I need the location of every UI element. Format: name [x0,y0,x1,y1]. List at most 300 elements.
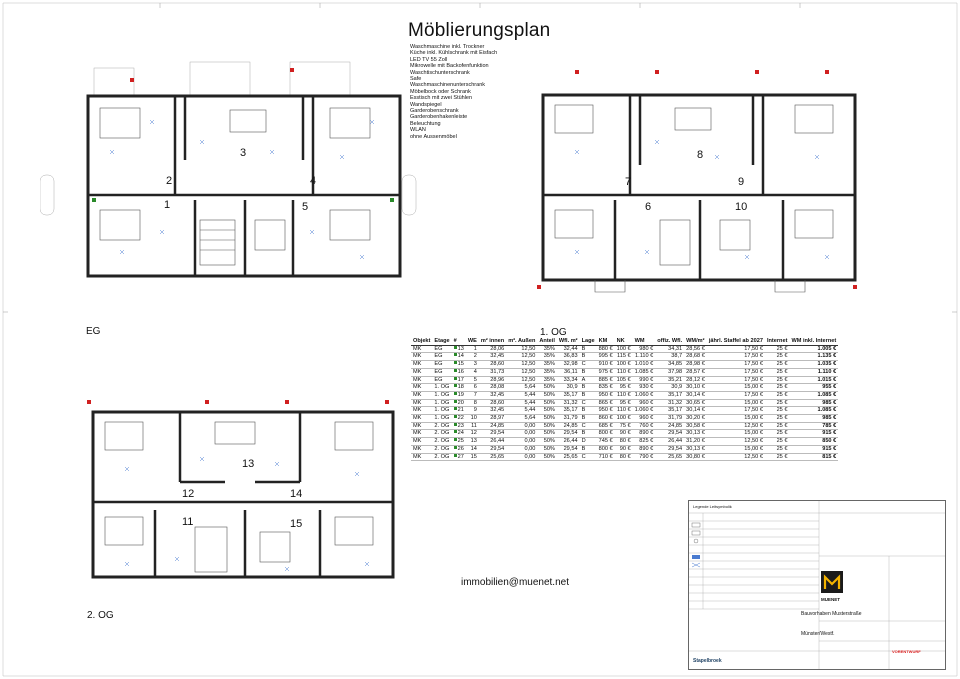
table-cell: 800 € [598,445,613,452]
column-header: Lage [581,338,595,344]
table-cell: 31,79 [557,415,580,423]
table-cell: 29,54 [479,430,506,438]
flag-icon [454,346,457,349]
table-cell: MK [411,353,432,361]
table-cell: 17,50 € [707,391,765,399]
table-row [411,384,838,392]
table-cell: 32,98 [557,361,580,369]
unit-label-4: 4 [310,175,317,187]
status-stamp: VORENTWURF [892,649,921,654]
floorplan-eg [40,60,420,290]
column-header: offiz. Wfl. [657,338,683,344]
table-cell: 30,13 € [686,430,705,437]
table-cell: C [580,453,597,461]
table-cell: 815 € [789,453,838,461]
table-cell: 13 [452,345,466,353]
table-cell: 17 [452,376,466,384]
equipment-item: WLAN [410,127,426,134]
table-row [411,353,838,361]
table-cell: 1. OG [432,415,451,423]
table-cell: B [580,445,597,453]
table-cell: 30,9 [557,384,580,392]
table-cell: 975 € [598,368,613,375]
table-cell: 30,58 € [686,422,705,429]
table-cell: MK [411,376,432,384]
table-cell: 32,45 [479,407,506,415]
legend-title: Legende Leitsymbolik [693,504,732,509]
table-cell: 5,64 [506,384,537,392]
table-cell: 25 € [765,368,790,376]
table-cell: 31,73 [479,368,506,376]
unit-label-1: 1 [164,199,171,211]
table-cell: 24,85 [655,422,684,430]
equipment-item: ohne Aussenmöbel [410,133,457,140]
table-cell: 50% [537,391,557,399]
table-cell: 1. OG [432,399,451,407]
table-cell: MK [411,399,432,407]
table-cell: EG [432,345,451,353]
table-cell: 825 € [633,438,656,446]
table-cell: 995 € [598,353,613,360]
table-cell: 12,50 [506,361,537,369]
table-cell: 835 € [598,384,613,391]
column-header: Etage [434,338,450,344]
table-cell: 50% [537,453,557,461]
equipment-item: Mikrowelle mit Backofenfunktion [410,63,489,70]
table-cell: 25 € [765,391,790,399]
table-cell: B [580,415,597,423]
table-cell: 28,68 € [686,353,705,360]
contact-email[interactable]: immobilien@muenet.net [461,577,569,588]
table-cell: 1. OG [432,384,451,392]
table-cell: 915 € [789,430,838,438]
table-cell: 25 € [765,407,790,415]
table-cell: 12 [466,430,479,438]
table-cell: 15 [452,361,466,369]
table-cell: 32,44 [557,345,580,353]
table-cell: 26,44 [479,438,506,446]
table-cell: MK [411,361,432,369]
table-cell: 75 € [615,422,633,430]
table-cell: 760 € [633,422,656,430]
table-cell: 1.015 € [789,376,838,384]
table-cell: 25 [452,438,466,446]
flag-icon [454,369,457,372]
table-cell: 785 € [789,422,838,430]
table-cell: EG [432,368,451,376]
table-cell: 38,7 [655,353,684,361]
flag-icon [454,361,457,364]
table-cell: 25 € [765,438,790,446]
table-cell: 29,54 [557,445,580,453]
table-cell: 25,65 [557,453,580,461]
table-cell: 29,54 [655,430,684,438]
table-cell: 110 € [615,391,633,399]
unit-label-2: 2 [166,175,173,187]
table-cell: 17,50 € [707,353,765,361]
table-cell: 5,44 [506,391,537,399]
table-cell: 28,06 [479,345,506,353]
equipment-item: Garderobenhakenleiste [410,114,468,121]
flag-icon [454,415,457,418]
table-cell: 2. OG [432,422,451,430]
table-cell: 28,96 [479,376,506,384]
table-cell: 26,44 [655,438,684,446]
table-cell: 0,00 [506,453,537,461]
table-cell: MK [411,430,432,438]
table-row [411,438,838,446]
table-cell: 25 € [765,453,790,461]
table-cell: 50% [537,415,557,423]
table-cell: 25 € [765,361,790,369]
table-row [411,391,838,399]
table-cell: 1. OG [432,391,451,399]
table-cell: 14 [466,445,479,453]
table-row [411,415,838,423]
column-header: WM/m² [684,338,707,345]
table-cell: A [580,376,597,384]
table-cell: MK [411,384,432,392]
flag-icon [454,400,457,403]
table-row [411,430,838,438]
table-cell: 35,17 [557,407,580,415]
equipment-item: Waschmaschine inkl. Trockner [410,44,485,50]
flag-icon [454,446,457,449]
table-row [411,368,838,376]
equipment-item: Safe [410,76,422,83]
table-cell: 35,21 [655,376,684,384]
table-cell: 1.035 € [789,361,838,369]
table-cell: 28,98 € [686,361,705,368]
table-cell: 5 [466,376,479,384]
table-cell: 880 € [598,345,613,352]
table-cell: 15,00 € [707,430,765,438]
table-cell: 950 € [598,391,613,398]
table-cell: 25 € [765,384,790,392]
column-header: WM [633,338,656,345]
table-cell: 18 [452,384,466,392]
table-cell: 50% [537,438,557,446]
table-cell: 12,50 € [707,453,765,461]
table-cell: 100 € [616,345,631,352]
table-cell: B [580,391,597,399]
unit-label-8: 8 [697,149,704,161]
column-header: m² innen [480,338,505,344]
flag-icon [454,392,457,395]
table-cell: 25 € [765,445,790,453]
table-cell: 2 [466,353,479,361]
table-cell: 105 € [616,376,631,383]
table-cell: 955 € [789,384,838,392]
table-cell: 15,00 € [707,399,765,407]
table-cell: 100 € [616,361,631,368]
table-cell: 12,50 [506,353,537,361]
project-name: Bauvorhaben Musterstraße [801,611,862,617]
table-cell: 1. OG [432,407,451,415]
table-cell: 1.085 € [789,391,838,399]
table-cell: 14 [452,353,466,361]
unit-label-12: 12 [182,488,195,500]
table-cell: 865 € [598,399,613,406]
table-cell: EG [432,353,451,361]
table-cell: 7 [466,391,479,399]
table-cell: 990 € [633,376,656,384]
table-cell: 1.110 € [789,368,838,376]
column-header: jährl. Staffel ab 2027 [708,338,763,344]
table-cell: 860 € [598,415,613,422]
units-table [411,338,838,461]
table-cell: 850 € [789,438,838,446]
equipment-item: LED TV 55 Zoll [410,56,448,63]
table-cell: 90 € [615,445,633,453]
table-cell: 34,85 [655,361,684,369]
table-cell: 17,50 € [707,345,765,353]
table-body [411,345,838,461]
table-cell: 885 € [598,376,613,383]
table-cell: 15,00 € [707,384,765,392]
table-cell: 35,17 [655,391,684,399]
table-cell: 29,54 [479,445,506,453]
table-cell: 80 € [615,453,633,461]
table-cell: 110 € [615,407,633,415]
table-cell: 24,85 [557,422,580,430]
flag-icon [454,438,457,441]
table-cell: 800 € [598,430,613,437]
table-cell: EG [432,376,451,384]
table-cell: 21 [452,407,466,415]
table-cell: 31,79 [655,415,684,423]
unit-label-3: 3 [240,147,247,159]
muenet-logo [821,571,843,593]
table-cell: MK [411,391,432,399]
table-cell: 30,13 € [686,445,705,452]
table-cell: 30,14 € [686,391,705,398]
table-cell: 1.110 € [633,353,656,361]
table-cell: 90 € [615,430,633,438]
equipment-list [410,44,530,140]
table-cell: 28,56 € [686,345,705,352]
table-cell: 9 [466,407,479,415]
table-cell: 36,11 [557,368,580,376]
table-cell: 30,14 € [686,407,705,414]
table-cell: 26,44 [557,438,580,446]
table-cell: C [580,361,597,369]
table-cell: 32,45 [479,391,506,399]
table-cell: B [580,368,597,376]
table-cell: 25 € [765,353,790,361]
table-cell: 17,50 € [707,407,765,415]
table-cell: 34,31 [655,345,684,353]
table-cell: B [580,353,597,361]
table-cell: 30,9 [655,384,684,392]
table-cell: 5,64 [506,415,537,423]
table-row [411,445,838,453]
table-cell: 35% [537,361,557,369]
table-cell: 1.060 € [634,407,654,414]
table-cell: 36,83 [557,353,580,361]
table-cell: 2. OG [432,438,451,446]
column-header: Anteil [539,338,555,344]
floor-label-1og: 1. OG [540,327,567,338]
table-cell: 23 [452,422,466,430]
table-cell: 100 € [616,415,631,422]
table-cell: 10 [466,415,479,423]
table-cell: 1.005 € [789,345,838,353]
table-cell: 28,97 [479,415,506,423]
table-cell: 1.135 € [789,353,838,361]
table-cell: 50% [537,422,557,430]
table-cell: B [580,430,597,438]
table-cell: 4 [466,368,479,376]
column-header: Objekt [413,338,431,344]
table-cell: 35% [537,345,557,353]
table-row [411,422,838,430]
column-header: Wfl. m² [558,338,578,344]
table-cell: 28,60 [479,399,506,407]
unit-label-10: 10 [735,201,748,213]
table-cell: 28,08 [479,384,506,392]
floorplan-2og [85,392,410,592]
table-cell: 50% [537,430,557,438]
table-cell: 2. OG [432,430,451,438]
flag-icon [454,454,457,457]
table-cell: 22 [452,415,466,423]
table-cell: 31,32 [655,399,684,407]
unit-label-9: 9 [738,176,745,188]
table-cell: 30,80 € [686,453,705,460]
table-cell: 1 [466,345,479,353]
table-cell: 1.060 € [634,391,654,398]
table-cell: 16 [452,368,466,376]
unit-label-14: 14 [290,488,303,500]
equipment-item: Esstisch mit zwei Stühlen [410,95,473,102]
table-cell: 950 € [598,407,613,414]
title-block-grid [689,501,945,669]
flag-icon [454,384,457,387]
column-header: WE [467,338,477,344]
table-cell: D [580,438,597,446]
table-cell: B [580,407,597,415]
unit-label-13: 13 [242,458,255,470]
table-cell: 5,44 [506,399,537,407]
table-row [411,399,838,407]
table-cell: 26 [452,445,466,453]
table-cell: 710 € [598,453,613,460]
table-cell: 1.085 € [789,407,838,415]
table-cell: 5,44 [506,407,537,415]
table-cell: 20 [452,399,466,407]
table-cell: 790 € [633,453,656,461]
company-name: Stapelbroek [693,658,722,664]
table-cell: 985 € [789,415,838,423]
brand-name: MUENET [821,597,840,602]
table-cell: EG [432,361,451,369]
table-cell: 15 [466,453,479,461]
flag-icon [454,430,457,433]
table-cell: 50% [537,407,557,415]
table-cell: 685 € [598,422,613,429]
table-cell: 985 € [789,399,838,407]
table-row [411,361,838,369]
table-cell: 29,54 [655,445,684,453]
table-cell: 0,00 [506,438,537,446]
table-cell: MK [411,438,432,446]
unit-label-15: 15 [290,518,303,530]
table-cell: 110 € [615,368,633,376]
table-cell: 17,50 € [707,361,765,369]
table-cell: 0,00 [506,422,537,430]
table-cell: 0,00 [506,430,537,438]
table-cell: 15,00 € [707,445,765,453]
flag-icon [454,353,457,356]
table-cell: 12,50 € [707,422,765,430]
table-cell: 35% [537,368,557,376]
unit-label-7: 7 [625,176,632,188]
table-cell: 2. OG [432,445,451,453]
table-cell: 35% [537,376,557,384]
table-cell: 31,20 € [686,438,705,445]
table-cell: 1.085 € [634,368,654,375]
table-cell: 25 € [765,399,790,407]
table-cell: 25,65 [479,453,506,461]
table-cell: 11 [466,422,479,430]
equipment-item: Waschmaschinenunterschrank [410,82,485,89]
table-cell: 33,34 [557,376,580,384]
table-cell: 2. OG [432,453,451,461]
flag-icon [454,423,457,426]
table-cell: 25 € [765,422,790,430]
table-cell: 6 [466,384,479,392]
table-cell: 50% [537,399,557,407]
table-cell: C [580,422,597,430]
column-header: m². Außen [508,338,536,344]
table-cell: 50% [537,445,557,453]
unit-label-6: 6 [645,201,652,213]
table-cell: 960 € [633,415,656,423]
table-cell: 3 [466,361,479,369]
flag-icon [454,407,457,410]
equipment-item: Küche inkl. Kühlschrank mit Eisfach [410,50,498,57]
table-cell: 12,50 [506,368,537,376]
table-cell: 960 € [633,399,656,407]
table-cell: MK [411,453,432,461]
table-cell: MK [411,422,432,430]
table-cell: 25 € [765,345,790,353]
table-header-row [411,338,838,345]
table-cell: MK [411,415,432,423]
table-cell: 17,50 € [707,368,765,376]
table-cell: 30,20 € [686,415,705,422]
table-cell: 13 [466,438,479,446]
table-cell: 95 € [615,399,633,407]
table-cell: 890 € [633,445,656,453]
table-row [411,453,838,461]
table-cell: 32,45 [479,353,506,361]
table-cell: 910 € [598,361,613,368]
table-cell: 27 [452,453,466,461]
table-cell: 31,32 [557,399,580,407]
table-cell: 15,00 € [707,415,765,423]
page-title: Möblierungsplan [408,20,551,41]
title-block [688,500,946,670]
table-row [411,345,838,353]
unit-label-5: 5 [302,201,309,213]
table-cell: 95 € [615,384,633,392]
equipment-item: Wandspiegel [410,101,442,108]
table-cell: 35% [537,353,557,361]
table-cell: 25 € [765,430,790,438]
column-header: NK [615,338,633,345]
